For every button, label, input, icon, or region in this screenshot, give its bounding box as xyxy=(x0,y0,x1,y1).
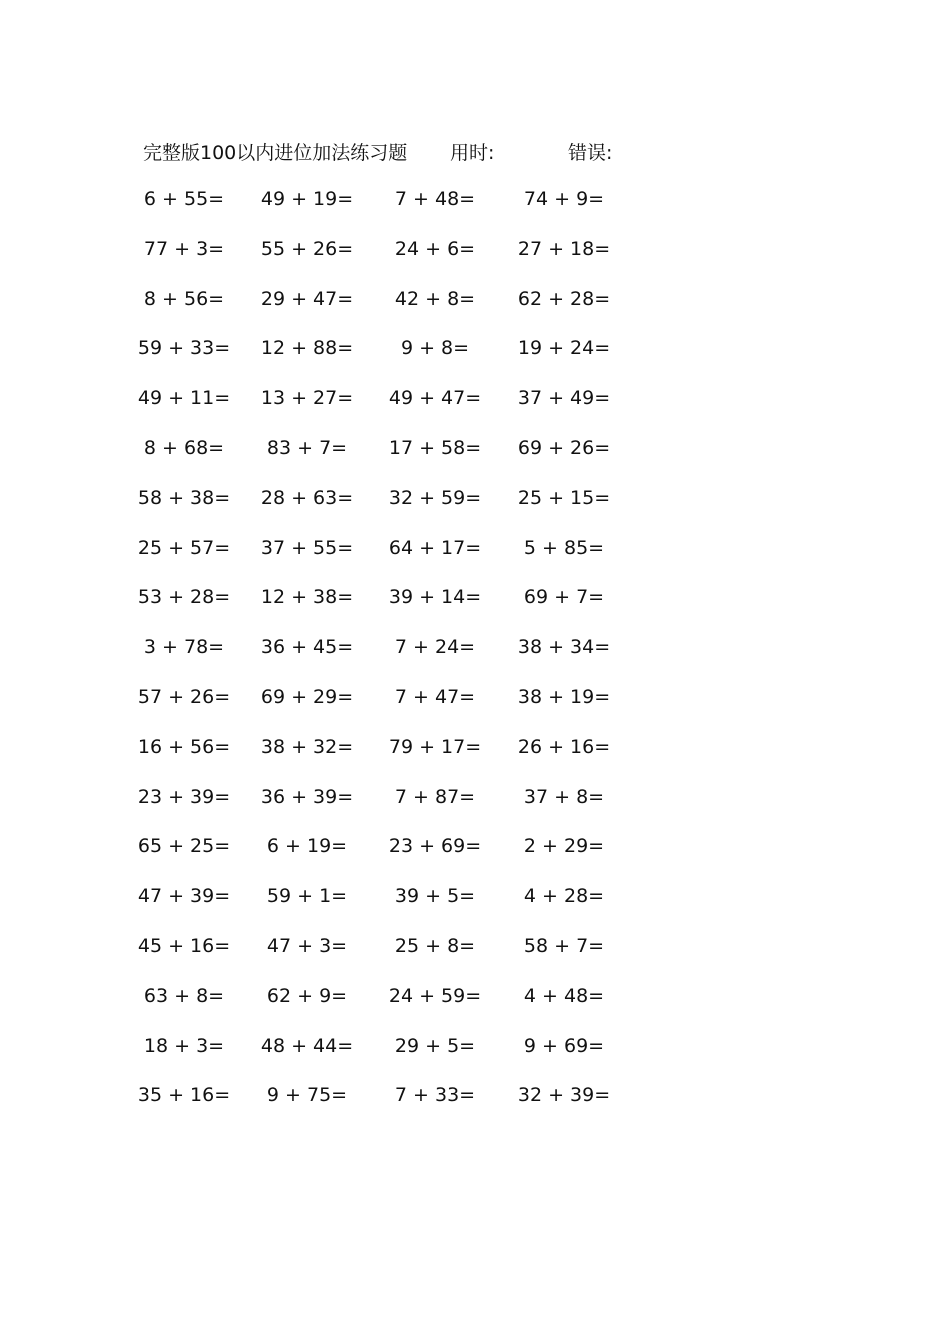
addition-problem: 16 + 56= xyxy=(137,735,231,758)
addition-problem: 37 + 49= xyxy=(517,387,611,410)
addition-problem: 9 + 8= xyxy=(400,337,470,360)
addition-problem: 32 + 39= xyxy=(517,1084,611,1107)
addition-problem: 47 + 3= xyxy=(266,935,348,957)
problem-row xyxy=(0,1031,950,1061)
addition-problem: 47 + 39= xyxy=(137,885,231,908)
addition-problem: 12 + 88= xyxy=(260,337,354,360)
problem-row xyxy=(0,732,950,762)
addition-problem: 27 + 18= xyxy=(517,237,611,260)
addition-problem: 7 + 24= xyxy=(394,636,476,659)
addition-problem: 55 + 26= xyxy=(260,237,354,260)
addition-problem: 7 + 48= xyxy=(394,188,476,210)
addition-problem: 5 + 85= xyxy=(523,536,605,559)
problem-row xyxy=(0,284,950,314)
addition-problem: 26 + 16= xyxy=(517,735,611,758)
addition-problem: 7 + 33= xyxy=(394,1084,476,1107)
addition-problem: 38 + 32= xyxy=(260,735,354,758)
problem-row xyxy=(0,333,950,363)
addition-problem: 9 + 75= xyxy=(266,1084,348,1107)
addition-problem: 57 + 26= xyxy=(137,686,231,708)
addition-problem: 74 + 9= xyxy=(523,188,605,210)
problem-row xyxy=(0,632,950,662)
addition-problem: 38 + 19= xyxy=(517,686,611,708)
addition-problem: 24 + 6= xyxy=(394,237,476,260)
addition-problem: 35 + 16= xyxy=(137,1084,231,1107)
addition-problem: 63 + 8= xyxy=(143,984,225,1007)
problem-row xyxy=(0,533,950,563)
addition-problem: 37 + 8= xyxy=(523,785,605,808)
time-label: 用时: xyxy=(450,142,495,164)
addition-problem: 49 + 11= xyxy=(137,387,231,410)
addition-problem: 39 + 14= xyxy=(388,586,482,609)
addition-problem: 25 + 8= xyxy=(394,935,476,957)
addition-problem: 17 + 58= xyxy=(388,437,482,459)
addition-problem: 83 + 7= xyxy=(266,437,348,459)
problem-row xyxy=(0,234,950,264)
addition-problem: 49 + 19= xyxy=(260,188,354,210)
addition-problem: 3 + 78= xyxy=(143,636,225,659)
problem-row xyxy=(0,582,950,612)
problem-row xyxy=(0,433,950,463)
problem-row xyxy=(0,981,950,1011)
addition-problem: 18 + 3= xyxy=(143,1034,225,1057)
addition-problem: 7 + 87= xyxy=(394,785,476,808)
addition-problem: 36 + 45= xyxy=(260,636,354,659)
addition-problem: 38 + 34= xyxy=(517,636,611,659)
addition-problem: 62 + 9= xyxy=(266,984,348,1007)
addition-problem: 12 + 38= xyxy=(260,586,354,609)
addition-problem: 59 + 1= xyxy=(266,885,348,908)
problem-row xyxy=(0,881,950,911)
addition-problem: 6 + 55= xyxy=(143,188,225,210)
addition-problem: 7 + 47= xyxy=(394,686,476,708)
addition-problem: 6 + 19= xyxy=(266,835,348,858)
addition-problem: 2 + 29= xyxy=(523,835,605,858)
addition-problem: 36 + 39= xyxy=(260,785,354,808)
addition-problem: 69 + 26= xyxy=(517,437,611,459)
addition-problem: 13 + 27= xyxy=(260,387,354,410)
addition-problem: 9 + 69= xyxy=(523,1034,605,1057)
addition-problem: 62 + 28= xyxy=(517,287,611,310)
addition-problem: 8 + 68= xyxy=(143,437,225,459)
addition-problem: 4 + 48= xyxy=(523,984,605,1007)
addition-problem: 69 + 29= xyxy=(260,686,354,708)
addition-problem: 25 + 57= xyxy=(137,536,231,559)
problem-row xyxy=(0,383,950,413)
addition-problem: 45 + 16= xyxy=(137,935,231,957)
problem-row xyxy=(0,1080,950,1110)
addition-problem: 49 + 47= xyxy=(388,387,482,410)
addition-problem: 19 + 24= xyxy=(517,337,611,360)
problem-row xyxy=(0,483,950,513)
addition-problem: 23 + 39= xyxy=(137,785,231,808)
problem-row xyxy=(0,931,950,961)
addition-problem: 79 + 17= xyxy=(388,735,482,758)
addition-problem: 48 + 44= xyxy=(260,1034,354,1057)
addition-problem: 69 + 7= xyxy=(523,586,605,609)
addition-problem: 58 + 7= xyxy=(523,935,605,957)
addition-problem: 58 + 38= xyxy=(137,486,231,509)
addition-problem: 29 + 5= xyxy=(394,1034,476,1057)
problem-row xyxy=(0,682,950,712)
addition-problem: 77 + 3= xyxy=(143,237,225,260)
problem-row xyxy=(0,184,950,214)
addition-problem: 65 + 25= xyxy=(137,835,231,858)
addition-problem: 64 + 17= xyxy=(388,536,482,559)
error-label: 错误: xyxy=(568,142,613,164)
problem-row xyxy=(0,831,950,861)
addition-problem: 29 + 47= xyxy=(260,287,354,310)
addition-problem: 32 + 59= xyxy=(388,486,482,509)
addition-problem: 42 + 8= xyxy=(394,287,476,310)
worksheet-title: 完整版100以内进位加法练习题 xyxy=(143,142,408,164)
addition-problem: 23 + 69= xyxy=(388,835,482,858)
addition-problem: 28 + 63= xyxy=(260,486,354,509)
addition-problem: 59 + 33= xyxy=(137,337,231,360)
addition-problem: 25 + 15= xyxy=(517,486,611,509)
addition-problem: 8 + 56= xyxy=(143,287,225,310)
addition-problem: 24 + 59= xyxy=(388,984,482,1007)
addition-problem: 39 + 5= xyxy=(394,885,476,908)
problem-row xyxy=(0,782,950,812)
addition-problem: 37 + 55= xyxy=(260,536,354,559)
addition-problem: 53 + 28= xyxy=(137,586,231,609)
addition-problem: 4 + 28= xyxy=(523,885,605,908)
